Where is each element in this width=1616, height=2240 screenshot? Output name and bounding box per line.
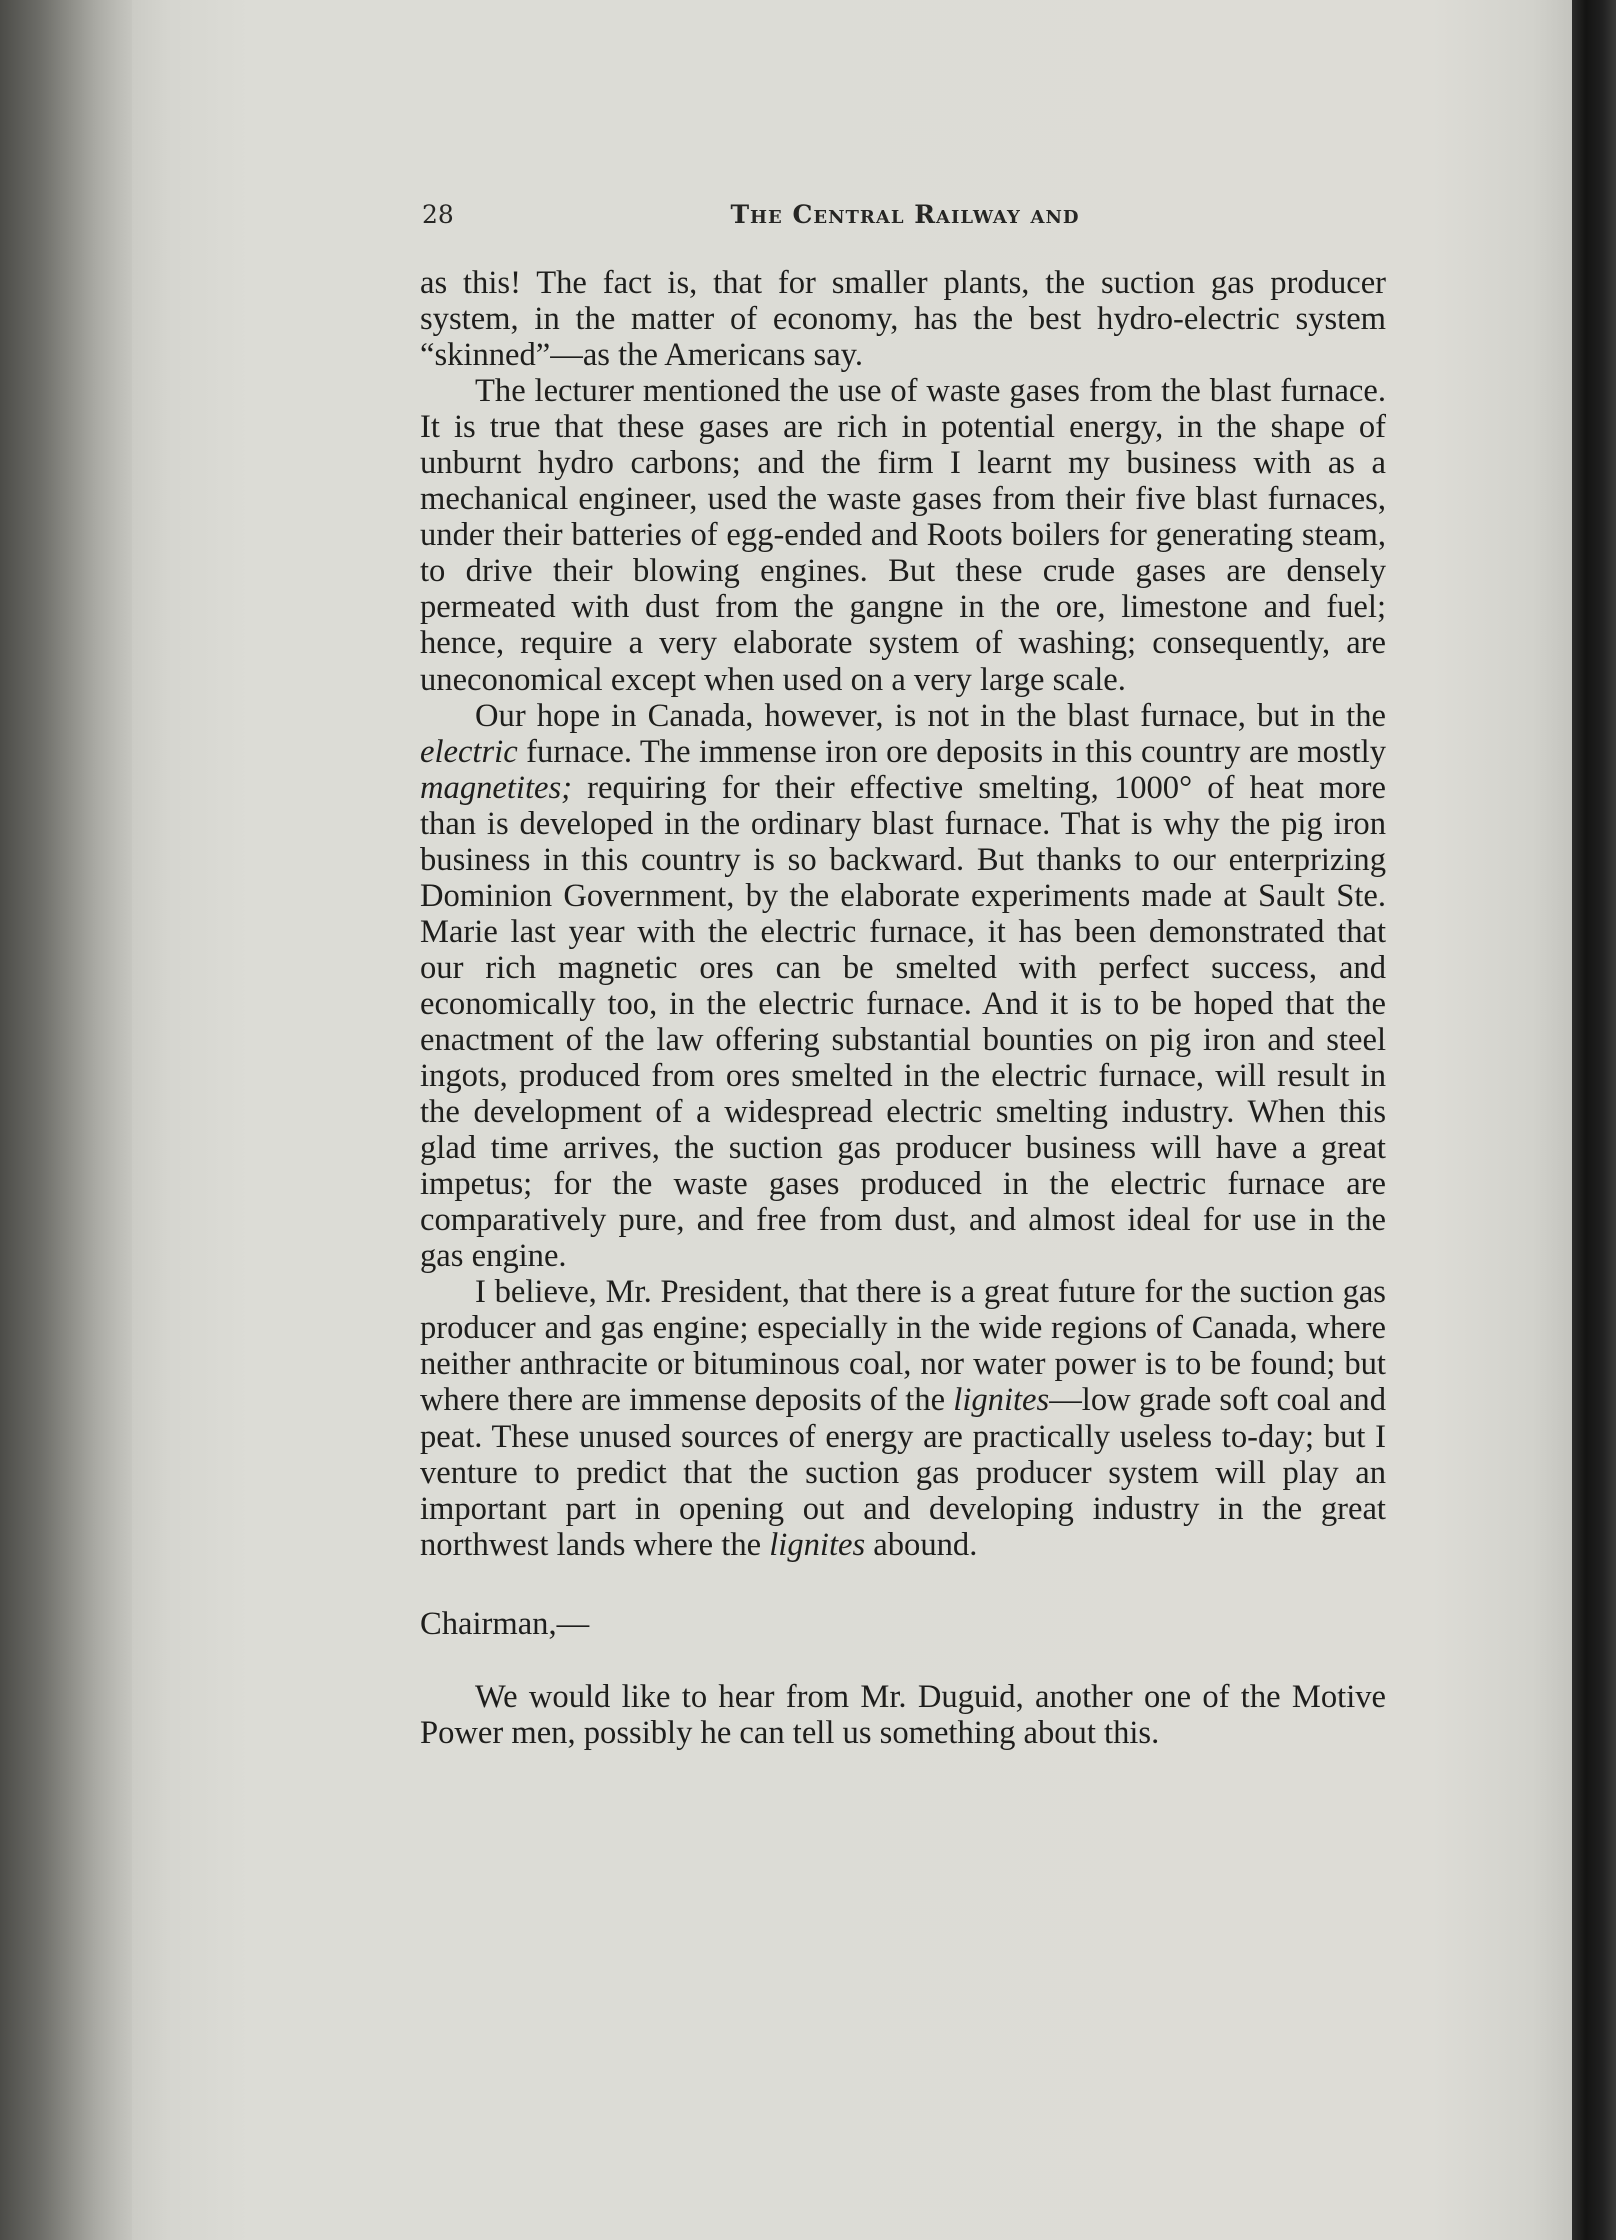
paragraph-3 [420, 698, 1386, 1275]
paragraph-4-text-b: —low grade soft coal and peat. These unused sources of energy are practically useless to-day; but I venture to predict that the suction gas producer system will play an important part in opening out and developing industry in the great northwest lands where the [420, 1382, 1386, 1563]
paragraph-4-emphasis-b: lignites [769, 1526, 866, 1563]
paragraph-4-text-c: abound. [865, 1526, 978, 1563]
book-gutter [1572, 0, 1616, 2240]
running-head: The Central Railway and [730, 200, 1080, 229]
paragraph-3-emphasis-a: electric [420, 733, 518, 770]
paragraph-1: as this! The fact is, that for smaller plants, the suction gas producer system, in the matter of economy, has the best hydro-electric system “skinned”—as the Americans say. [420, 265, 1386, 374]
paragraph-4-emphasis-a: lignites [953, 1382, 1050, 1419]
paragraph-4-text-a: I believe, Mr. President, that there is a great future for the suction gas producer and gas engine; especially in the wide regions of Canada, where neither anthracite or bituminous coal, nor water power is to be found; but where there are immense deposits of the [420, 1274, 1386, 1419]
body-text [420, 265, 1386, 1751]
paragraph-3-emphasis-b: magnetites; [420, 769, 572, 806]
paragraph-3-text-c: requiring for their effective smelting, 1000° of heat more than is developed in the ordinary blast furnace. That is why the pig iron business in this country is so backward. But thanks to our enterprizing Dominion Government, by the elaborate experiments made at Sault Ste. Marie last year with the electric furnace, it has been demonstrated that our rich magnetic ores can be smelted with perfect success, and economically too, in the electric furnace. And it is to be hoped that the enactment of the law offering substantial bounties on pig iron and steel ingots, produced from ores smelted in the electric furnace, will result in the development of a widespread electric smelting industry. When this glad time arrives, the suction gas producer business will have a great impetus; for the waste gases produced in the electric furnace are comparatively pure, and free from dust, and almost ideal for use in the gas engine. [420, 769, 1386, 1275]
page-header [422, 200, 1388, 230]
paragraph-3-text-b: furnace. The immense iron ore deposits in this country are mostly [517, 733, 1386, 770]
paragraph-3-text-a: Our hope in Canada, however, is not in the blast furnace, but in the [475, 697, 1386, 734]
paragraph-5: We would like to hear from Mr. Duguid, another one of the Motive Power men, possibly he can tell us something about this. [420, 1678, 1386, 1751]
paragraph-4 [420, 1274, 1386, 1562]
paragraph-2: The lecturer mentioned the use of waste gases from the blast furnace. It is true that these gases are rich in potential energy, in the shape of unburnt hydro carbons; and the firm I learnt my business with as a mechanical engineer, used the waste gases from their five blast furnaces, under their batteries of egg-ended and Roots boilers for generating steam, to drive their blowing engines. But these crude gases are densely permeated with dust from the gangne in the ore, limestone and fuel; hence, require a very elaborate system of washing; consequently, are uneconomical except when used on a very large scale. [420, 373, 1386, 698]
page-number: 28 [422, 200, 454, 229]
speaker-label: Chairman,— [420, 1605, 590, 1642]
